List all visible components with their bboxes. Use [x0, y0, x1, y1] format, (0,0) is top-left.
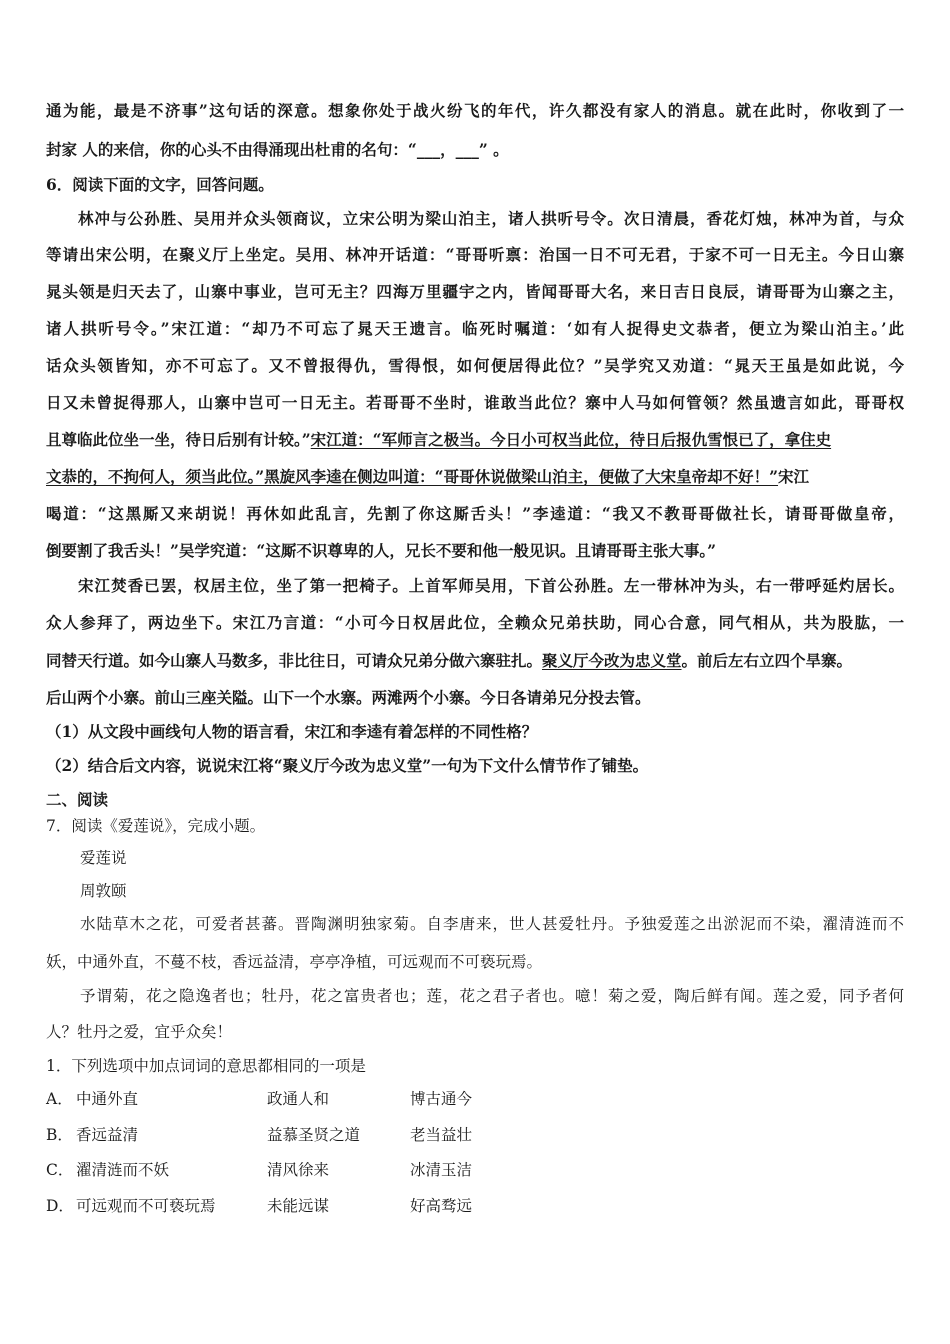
q6-p1-line-9: 喝道：“这黑厮又来胡说！再休如此乱言，先割了你这厮舌头！”李逵道：“我又不教哥哥做社长，请哥哥做皇帝， [46, 504, 904, 523]
q6-p1-line-10: 倒要割了我舌头！”吴学究道：“这厮不识尊卑的人，兄长不要和他一般见识。且请哥哥主张大事。” [46, 541, 716, 560]
q6-heading: 6．阅读下面的文字，回答问题。 [46, 175, 274, 194]
intro-line-1: 通为能，最是不济事”这句话的深意。想象你处于战火纷飞的年代，许久都没有家人的消息。就在此时，你收到了一 [46, 101, 904, 120]
option-b-phrase-3: 老当益壮 [410, 1126, 473, 1144]
option-a-label: A． [46, 1090, 73, 1108]
q6-p2-line-3-underlined: 聚义厅今改为忠义堂 [542, 651, 682, 670]
q6-sub-question-1: （1）从文段中画线句人物的语言看，宋江和李逵有着怎样的不同性格？ [46, 722, 538, 741]
option-d-label: D． [46, 1197, 74, 1215]
option-c-label: C． [46, 1161, 74, 1179]
q6-p1-line-7-plain: 且尊临此位坐一坐，待日后别有计较。” [46, 430, 311, 449]
q6-p1-line-4: 诸人拱听号令。”宋江道：“却乃不可忘了晁天王遗言。临死时嘱道：‘如有人捉得史文恭者，便立为梁山泊主。’此 [46, 319, 904, 338]
poem-title: 爱莲说 [80, 849, 127, 867]
option-d-phrase-3: 好高骛远 [410, 1197, 473, 1215]
poem-p2-line-2: 人？牡丹之爱，宜乎众矣！ [46, 1023, 233, 1041]
q6-p2-line-2: 众人参拜了，两边坐下。宋江乃言道：“小可今日权居此位，全赖众兄弟扶助，同心合意，同气相从，共为股肱，一 [46, 613, 904, 632]
option-b-label: B． [46, 1126, 73, 1144]
option-d-phrase-2: 未能远谋 [267, 1197, 330, 1215]
q7-sub-question-1: 1．下列选项中加点词词的意思都相同的一项是 [46, 1057, 366, 1075]
q6-p2-line-1: 宋江焚香已罢，权居主位，坐了第一把椅子。上首军师吴用，下首公孙胜。左一带林冲为头，右一带呼延灼居长。 [78, 576, 904, 595]
q6-p2-line-3 [46, 651, 852, 671]
intro-line-2: 封家 人的来信，你的心头不由得涌现出杜甫的名句：“___，___” 。 [46, 140, 509, 159]
poem-p2-line-1: 予谓菊，花之隐逸者也；牡丹，花之富贵者也；莲，花之君子者也。噫！菊之爱，陶后鲜有闻。莲之爱，同予者何 [80, 987, 904, 1005]
q6-p1-line-2: 等请出宋公明，在聚义厅上坐定。吴用、林冲开话道：“哥哥听禀：治国一日不可无君，于家不可一日无主。今日山寨 [46, 245, 904, 264]
option-a-phrase-1: 中通外直 [76, 1090, 139, 1108]
q6-p1-line-1: 林冲与公孙胜、吴用并众头领商议，立宋公明为梁山泊主，诸人拱听号令。次日清晨，香花灯烛，林冲为首，与众 [78, 209, 904, 228]
poem-author: 周敦颐 [80, 882, 127, 900]
option-c-phrase-1: 濯清涟而不妖 [76, 1161, 170, 1179]
option-a-phrase-3: 博古通今 [410, 1090, 473, 1108]
q7-heading: 7．阅读《爱莲说》，完成小题。 [46, 817, 266, 835]
q6-sub-question-2: （2）结合后文内容，说说宋江将“聚义厅今改为忠义堂”一句为下文什么情节作了铺垫。 [46, 756, 649, 775]
q6-p1-line-6: 日又未曾捉得那人，山寨中岂可一日无主。若哥哥不坐时，谁敢当此位？寨中人马如何管领？然虽遗言如此，哥哥权 [46, 393, 904, 412]
option-a-phrase-2: 政通人和 [267, 1090, 330, 1108]
q6-p1-line-3: 晁头领是归天去了，山寨中事业，岂可无主？四海万里疆宇之内，皆闻哥哥大名，来日吉日良辰，请哥哥为山寨之主， [46, 282, 904, 301]
poem-p1-line-2: 妖，中通外直，不蔓不枝，香远益清，亭亭净植，可远观而不可亵玩焉。 [46, 953, 543, 971]
option-c-phrase-3: 冰清玉洁 [410, 1161, 473, 1179]
q6-p2-line-4: 后山两个小寨。前山三座关隘。山下一个水寨。两滩两个小寨。今日各请弟兄分投去管。 [46, 688, 651, 707]
option-d-phrase-1: 可远观而不可亵玩焉 [76, 1197, 216, 1215]
q6-p1-line-5: 话众头领皆知，亦不可忘了。又不曾报得仇，雪得恨，如何便居得此位？”吴学究又劝道：“晁天王虽是如此说，今 [46, 356, 904, 375]
q6-p1-line-7 [46, 430, 831, 450]
q6-p2-line-3-plain: 同替天行道。如今山寨人马数多，非比往日，可请众兄弟分做六寨驻扎。 [46, 651, 543, 670]
q6-p1-line-8 [46, 467, 809, 487]
option-b-phrase-1: 香远益清 [76, 1126, 139, 1144]
q6-p1-line-8-plain: 宋江 [778, 467, 810, 486]
section-2-heading: 二、阅读 [46, 790, 109, 809]
option-b-phrase-2: 益慕圣贤之道 [267, 1126, 361, 1144]
poem-p1-line-1: 水陆草木之花，可爱者甚蕃。晋陶渊明独家菊。自李唐来，世人甚爱牡丹。予独爱莲之出淤泥而不染，濯清涟而不 [80, 915, 904, 933]
option-c-phrase-2: 清风徐来 [267, 1161, 330, 1179]
q6-p1-line-8-underlined: 文恭的，不拘何人，须当此位。”黑旋风李逵在侧边叫道：“哥哥休说做梁山泊主，便做了大宋皇帝却不好！” [46, 467, 779, 486]
q6-p2-line-3-tail: 。前后左右立四个旱寨。 [681, 651, 853, 670]
q6-p1-line-7-underlined: 宋江道：“军师言之极当。今日小可权当此位，待日后报仇雪恨已了，拿住史 [310, 430, 832, 449]
